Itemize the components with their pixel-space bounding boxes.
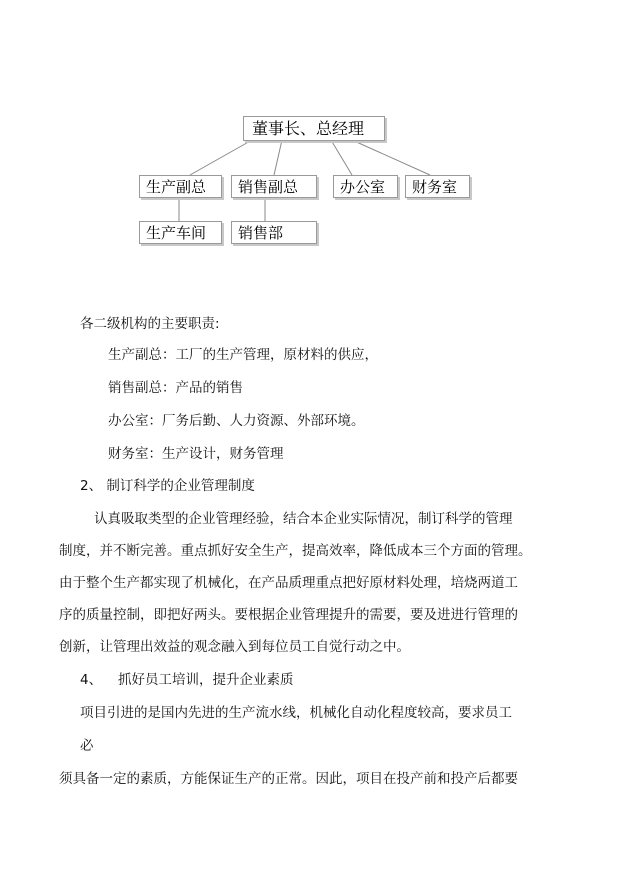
section-2-line-1: 认真吸取类型的企业管理经验，结合本企业实际情况，制订科学的管理 (94, 511, 513, 527)
duty-item-finance: 财务室：生产设计，财务管理 (108, 446, 284, 462)
duty-item-office: 办公室：厂务后勤、人力资源、外部环境。 (108, 413, 365, 429)
section-4-line-3: 须具备一定的素质，方能保证生产的正常。因此，项目在投产前和投产后都要 (59, 771, 518, 787)
section-4-number: 4、 (80, 672, 103, 688)
duties-heading: 各二级机构的主要职责: (80, 316, 220, 332)
section-4-line-1: 项目引进的是国内先进的生产流水线，机械化自动化程度较高，要求员工 (80, 705, 512, 721)
duty-item-production-vp: 生产副总：工厂的生产管理，原材料的供应， (108, 347, 378, 363)
section-4-line-2: 必 (80, 738, 94, 754)
connector-root-production (190, 140, 252, 175)
connector-root-sales (274, 140, 282, 175)
org-chart (0, 0, 621, 260)
section-2-line-4: 序的质量控制，即把好两头。要根据企业管理提升的需要，要及进进行管理的 (59, 607, 518, 623)
org-box-sales-department: 销售部 (231, 221, 317, 244)
org-box-production-workshop: 生产车间 (139, 221, 222, 244)
org-box-production-vp: 生产副总 (139, 175, 222, 198)
connector-root-finance (352, 140, 430, 175)
org-box-office: 办公室 (333, 175, 398, 198)
connector-root-office (331, 140, 352, 175)
org-box-sales-vp: 销售副总 (231, 175, 317, 198)
org-box-finance: 财务室 (405, 175, 470, 198)
section-2-line-5: 创新，让管理出效益的观念融入到每位员工自觉行动之中。 (59, 639, 410, 655)
section-2-title: 2、 制订科学的企业管理制度 (80, 478, 255, 494)
section-2-line-3: 由于整个生产都实现了机械化，在产品质理重点把好原材料处理，培烧两道工 (59, 575, 518, 591)
duty-item-sales-vp: 销售副总：产品的销售 (108, 380, 243, 396)
org-box-root: 董事长、总经理 (243, 116, 385, 141)
section-2-line-2: 制度，并不断完善。重点抓好安全生产，提高效率，降低成本三个方面的管理。 (59, 543, 532, 559)
section-4-title: 抓好员工培训，提升企业素质 (118, 672, 294, 688)
